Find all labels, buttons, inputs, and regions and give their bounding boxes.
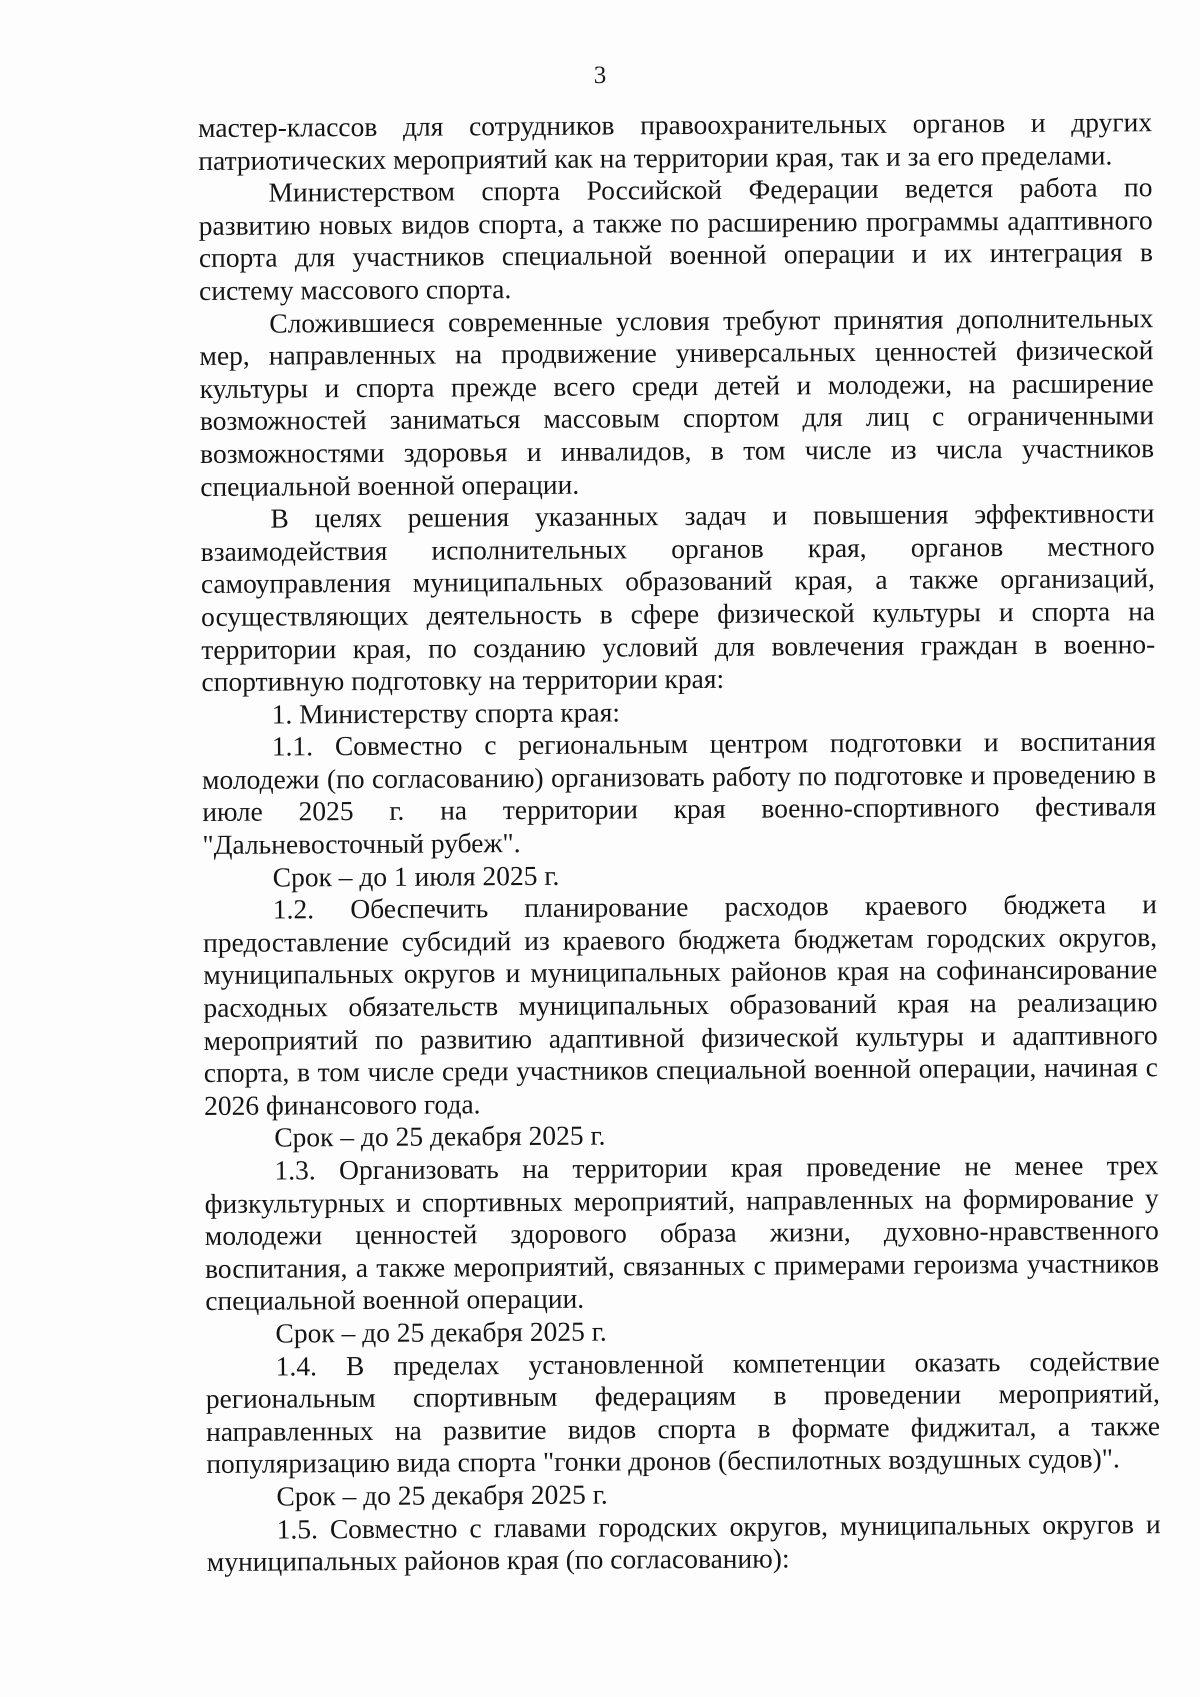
paragraph-sport-ministry-work: Министерством спорта Российской Федерации ведется работа по развитию новых видов спорта, а также по расширению программы адаптивного спорта для участников специальной военной операции и их интеграция в систему массового спорта. — [198, 171, 1153, 306]
paragraph-current-conditions: Сложившиеся современные условия требуют принятия дополнительных мер, направленных на продвижение универсальных ценностей физической культуры и спорта прежде всего среди детей и молодежи, на расширение возможностей заниматься массовым спортом для лиц с ограниченными возможностями здоровья и инвалидов, в том числе из числа участников специальной военной операции. — [199, 301, 1155, 502]
item-1-4: 1.4. В пределах установленной компетенции оказать содействие региональным спортивным федерациям в проведении мероприятий, направленных на развитие видов спорта в формате фиджитал, а также популяризацию вида спорта "гонки дронов (беспилотных воздушных судов)". — [205, 1344, 1161, 1480]
deadline-1-4: Срок – до 25 декабря 2025 г. — [276, 1478, 608, 1512]
deadline-1-3: Срок – до 25 декабря 2025 г. — [275, 1315, 607, 1349]
deadline-1-1: Срок – до 1 июля 2025 г. — [272, 859, 560, 893]
paragraph-continuation: мастер-классов для сотрудников правоохранительных органов и других патриотических мероприятий как на территории края, так и за его пределами. — [198, 106, 1153, 176]
item-1-5: 1.5. Совместно с главами городских округов, муниципальных округов и муниципальных районов края (по согласованию): — [206, 1507, 1161, 1578]
item-1-heading: 1. Министерству спорта края: — [271, 696, 621, 730]
item-1-1: 1.1. Совместно с региональным центром подготовки и воспитания молодежи (по согласованию) организовать работу по подготовке и проведению в июле 2025 г. на территории края военно-спортивного фестиваля "Дальневосточный рубеж". — [201, 725, 1157, 861]
page-number: 3 — [593, 62, 607, 89]
document-body — [198, 106, 1161, 1579]
deadline-1-2: Срок – до 25 декабря 2025 г. — [274, 1119, 606, 1153]
item-1-2: 1.2. Обеспечить планирование расходов краевого бюджета и предоставление субсидий из краевого бюджета бюджетам городских округов, муниципальных округов и муниципальных районов края на софинансирование расходных обязательств муниципальных образований края на реализацию мероприятий по развитию адаптивной физической культуры и адаптивного спорта, в том числе среди участников специальной военной операции, начиная с 2026 финансового года. — [202, 888, 1158, 1121]
item-1-3: 1.3. Организовать на территории края проведение не менее трех физкультурных и спортивных мероприятий, направленных на формирование у молодежи ценностей здорового образа жизни, духовно-нравственного воспитания, а также мероприятий, связанных с примерами героизма участников специальной военной операции. — [204, 1149, 1160, 1317]
paragraph-goals: В целях решения указанных задач и повышения эффективности взаимодействия исполнительных органов края, органов местного самоуправления муниципальных образований края, а также организаций, осуществляющих деятельность в сфере физической культуры и спорта на территории края, по созданию условий для вовлечения граждан в военно-спортивную подготовку на территории края: — [200, 497, 1156, 698]
